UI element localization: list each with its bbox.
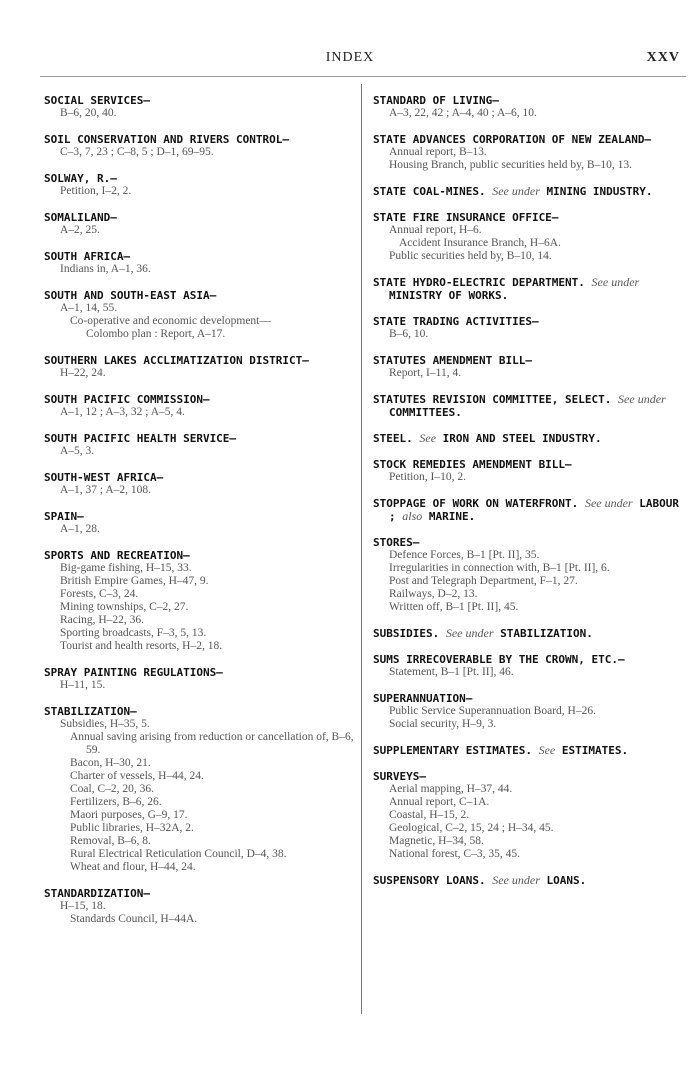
entry-reference: A–5, 3. (60, 445, 95, 457)
heading-text: SOUTH-WEST AFRICA— (44, 471, 164, 484)
index-entry (373, 133, 679, 172)
entry-reference: B–6, 20, 40. (60, 107, 117, 119)
index-entry (44, 133, 354, 159)
see-reference: See under (591, 275, 640, 289)
entry-heading (44, 510, 354, 523)
entry-reference: Big-game fishing, H–15, 33. (60, 562, 192, 574)
column-divider (361, 84, 362, 1014)
entry-heading (44, 289, 354, 302)
index-entry (373, 211, 679, 263)
index-entry (373, 354, 679, 380)
index-entry (373, 393, 679, 419)
entry-reference: A–1, 12 ; A–3, 32 ; A–5, 4. (60, 406, 185, 418)
entry-reference: Co-operative and economic development— (70, 315, 271, 327)
entry-heading (373, 770, 679, 783)
entry-heading (44, 887, 354, 900)
entry-reference: Magnetic, H–34, 58. (389, 835, 484, 847)
see-reference: See (419, 431, 437, 445)
index-entry (44, 887, 354, 926)
entry-reference: National forest, C–3, 35, 45. (389, 848, 520, 860)
entry-reference: A–2, 25. (60, 224, 100, 236)
entry-reference: A–1, 37 ; A–2, 108. (60, 484, 152, 496)
heading-text: SPAIN— (44, 510, 84, 523)
index-entry (44, 432, 354, 458)
entry-reference: Accident Insurance Branch, H–6A. (399, 237, 561, 249)
entry-heading (44, 133, 354, 146)
heading-text: SOIL CONSERVATION AND RIVERS CONTROL— (44, 133, 290, 146)
entry-reference: Bacon, H–30, 21. (70, 757, 151, 769)
heading-text: SPRAY PAINTING REGULATIONS— (44, 666, 223, 679)
entry-heading (373, 874, 679, 887)
entry-reference: Petition, I–2, 2. (60, 185, 132, 197)
see-reference: also (402, 509, 423, 523)
see-target: STABILIZATION. (500, 627, 593, 640)
entry-heading (44, 94, 354, 107)
entry-reference: Report, I–11, 4. (389, 367, 462, 379)
entry-reference: Tourist and health resorts, H–2, 18. (60, 640, 223, 652)
entry-reference: Annual saving arising from reduction or cancellation of, B–6, 59. (70, 731, 354, 756)
see-target: MINISTRY OF WORKS. (389, 289, 509, 302)
heading-text: SOUTH AFRICA— (44, 250, 131, 263)
entry-reference: Subsidies, H–35, 5. (60, 718, 150, 730)
heading-text: STOPPAGE OF WORK ON WATERFRONT. (373, 497, 579, 510)
heading-text: SURVEYS— (373, 770, 426, 783)
entry-reference: Housing Branch, public securities held by, B–10, 13. (389, 159, 632, 171)
see-reference: See under (445, 626, 494, 640)
heading-text: SOCIAL SERVICES— (44, 94, 150, 107)
entry-heading (373, 497, 679, 523)
see-reference: See under (584, 496, 633, 510)
entry-reference: Annual report, H–6. (389, 224, 482, 236)
index-entry (373, 692, 679, 731)
heading-text: STATE HYDRO-ELECTRIC DEPARTMENT. (373, 276, 585, 289)
see-target: IRON AND STEEL INDUSTRY. (442, 432, 602, 445)
entry-reference: B–6, 10. (389, 328, 429, 340)
heading-text: SUSPENSORY LOANS. (373, 874, 486, 887)
entry-reference: H–11, 15. (60, 679, 106, 691)
header-rule (40, 76, 686, 77)
entry-reference: British Empire Games, H–47, 9. (60, 575, 209, 587)
see-target: LOANS. (546, 874, 587, 887)
entry-heading (44, 211, 354, 224)
entry-reference: Defence Forces, B–1 [Pt. II], 35. (389, 549, 540, 561)
see-reference: See under (492, 184, 540, 198)
entry-reference: Removal, B–6, 8. (70, 835, 151, 847)
entry-reference: Colombo plan : Report, A–17. (86, 328, 226, 340)
see-target: MARINE. (428, 510, 476, 523)
entry-heading (373, 315, 679, 328)
entry-heading (373, 276, 679, 302)
entry-reference: Racing, H–22, 36. (60, 614, 145, 626)
entry-heading (373, 185, 679, 198)
entry-reference: Coal, C–2, 20, 36. (70, 783, 155, 795)
heading-text: SOUTH PACIFIC HEALTH SERVICE— (44, 432, 237, 445)
index-column-left (44, 94, 354, 939)
heading-text: STATE FIRE INSURANCE OFFICE— (373, 211, 559, 224)
see-reference: See (538, 743, 556, 757)
heading-text: STANDARD OF LIVING— (373, 94, 499, 107)
heading-text: SUPERANNUATION— (373, 692, 473, 705)
entry-heading (373, 354, 679, 367)
entry-reference: Petition, I–10, 2. (389, 471, 466, 483)
heading-text: SOUTHERN LAKES ACCLIMATIZATION DISTRICT— (44, 354, 309, 367)
heading-text: SOUTH PACIFIC COMMISSION— (44, 393, 210, 406)
entry-reference: H–22, 24. (60, 367, 106, 379)
entry-heading (44, 666, 354, 679)
entry-reference: Sporting broadcasts, F–3, 5, 13. (60, 627, 207, 639)
index-entry (373, 653, 679, 679)
entry-reference: Railways, D–2, 13. (389, 588, 478, 600)
entry-reference: Charter of vessels, H–44, 24. (70, 770, 204, 782)
heading-text: STANDARDIZATION— (44, 887, 150, 900)
entry-reference: Aerial mapping, H–37, 44. (389, 783, 513, 795)
index-entry (44, 705, 354, 874)
see-reference: See under (618, 392, 666, 406)
index-entry (373, 536, 679, 614)
entry-reference: Indians in, A–1, 36. (60, 263, 151, 275)
entry-reference: Written off, B–1 [Pt. II], 45. (389, 601, 519, 613)
index-entry (373, 315, 679, 341)
entry-heading (373, 211, 679, 224)
entry-reference: Standards Council, H–44A. (70, 913, 198, 925)
index-entry (373, 432, 679, 445)
entry-heading (373, 536, 679, 549)
index-entry (373, 497, 679, 523)
index-entry (44, 211, 354, 237)
entry-reference: Annual report, C–1A. (389, 796, 490, 808)
entry-heading (44, 250, 354, 263)
entry-reference: A–1, 14, 55. (60, 302, 118, 314)
index-entry (373, 185, 679, 198)
index-entry (44, 393, 354, 419)
heading-text: SOUTH AND SOUTH-EAST ASIA— (44, 289, 217, 302)
heading-text: STABILIZATION— (44, 705, 137, 718)
entry-reference: Annual report, B–13. (389, 146, 487, 158)
heading-text: STATE ADVANCES CORPORATION OF NEW ZEALAND— (373, 133, 652, 146)
entry-reference: Social security, H–9, 3. (389, 718, 497, 730)
entry-heading (44, 172, 354, 185)
page-title: INDEX (325, 50, 375, 65)
entry-reference: Maori purposes, G–9, 17. (70, 809, 188, 821)
entry-reference: Coastal, H–15, 2. (389, 809, 470, 821)
index-entry (373, 276, 679, 302)
entry-reference: Public Service Superannuation Board, H–26. (389, 705, 596, 717)
entry-reference: C–3, 7, 23 ; C–8, 5 ; D–1, 69–95. (60, 146, 214, 158)
index-column-right (373, 94, 679, 900)
index-entry (373, 874, 679, 887)
heading-text: STATUTES AMENDMENT BILL— (373, 354, 532, 367)
entry-reference: H–15, 18. (60, 900, 106, 912)
index-entry (373, 94, 679, 120)
entry-reference: Rural Electrical Reticulation Council, D–4, 38. (70, 848, 287, 860)
see-reference: See under (492, 873, 540, 887)
entry-heading (373, 627, 679, 640)
see-target: LABOUR ; (389, 497, 679, 523)
see-target: COMMITTEES. (389, 406, 462, 419)
entry-reference: Mining townships, C–2, 27. (60, 601, 189, 613)
entry-reference: Forests, C–3, 24. (60, 588, 139, 600)
see-target: ESTIMATES. (561, 744, 629, 757)
entry-heading (44, 432, 354, 445)
heading-text: SUBSIDIES. (373, 627, 440, 640)
entry-heading (44, 393, 354, 406)
heading-text: SOLWAY, R.— (44, 172, 117, 185)
index-entry (44, 94, 354, 120)
index-entry (44, 250, 354, 276)
heading-text: SUMS IRRECOVERABLE BY THE CROWN, ETC.— (373, 653, 625, 666)
index-entry (44, 510, 354, 536)
entry-heading (373, 653, 679, 666)
heading-text: STOCK REMEDIES AMENDMENT BILL— (373, 458, 572, 471)
heading-text: STATE COAL-MINES. (373, 185, 486, 198)
heading-text: STORES— (373, 536, 420, 549)
entry-reference: Public libraries, H–32A, 2. (70, 822, 194, 834)
heading-text: STATE TRADING ACTIVITIES— (373, 315, 539, 328)
entry-heading (373, 94, 679, 107)
heading-text: SOMALILAND— (44, 211, 117, 224)
entry-reference: A–1, 28. (60, 523, 100, 535)
entry-heading (373, 432, 679, 445)
heading-text: STATUTES REVISION COMMITTEE, SELECT. (373, 393, 612, 406)
entry-heading (373, 458, 679, 471)
index-entry (44, 549, 354, 653)
index-entry (373, 458, 679, 484)
index-entry (373, 770, 679, 861)
index-entry (44, 666, 354, 692)
heading-text: STEEL. (373, 432, 413, 445)
heading-text: SUPPLEMENTARY ESTIMATES. (373, 744, 532, 757)
entry-reference: Geological, C–2, 15, 24 ; H–34, 45. (389, 822, 554, 834)
index-entry (373, 744, 679, 757)
entry-heading (44, 705, 354, 718)
entry-heading (373, 744, 679, 757)
entry-reference: Post and Telegraph Department, F–1, 27. (389, 575, 578, 587)
entry-reference: Irregularities in connection with, B–1 [Pt. II], 6. (389, 562, 610, 574)
entry-heading (373, 133, 679, 146)
entry-heading (373, 692, 679, 705)
entry-heading (44, 549, 354, 562)
entry-reference: A–3, 22, 42 ; A–4, 40 ; A–6, 10. (389, 107, 537, 119)
entry-heading (44, 354, 354, 367)
index-entry (373, 627, 679, 640)
entry-reference: Statement, B–1 [Pt. II], 46. (389, 666, 514, 678)
index-entry (44, 354, 354, 380)
entry-heading (44, 471, 354, 484)
index-entry (44, 289, 354, 341)
entry-heading (373, 393, 679, 419)
index-entry (44, 471, 354, 497)
index-entry (44, 172, 354, 198)
entry-reference: Fertilizers, B–6, 26. (70, 796, 162, 808)
entry-reference: Public securities held by, B–10, 14. (389, 250, 552, 262)
page-number: XXV (646, 50, 680, 65)
heading-text: SPORTS AND RECREATION— (44, 549, 190, 562)
see-target: MINING INDUSTRY. (546, 185, 653, 198)
entry-reference: Wheat and flour, H–44, 24. (70, 861, 196, 873)
